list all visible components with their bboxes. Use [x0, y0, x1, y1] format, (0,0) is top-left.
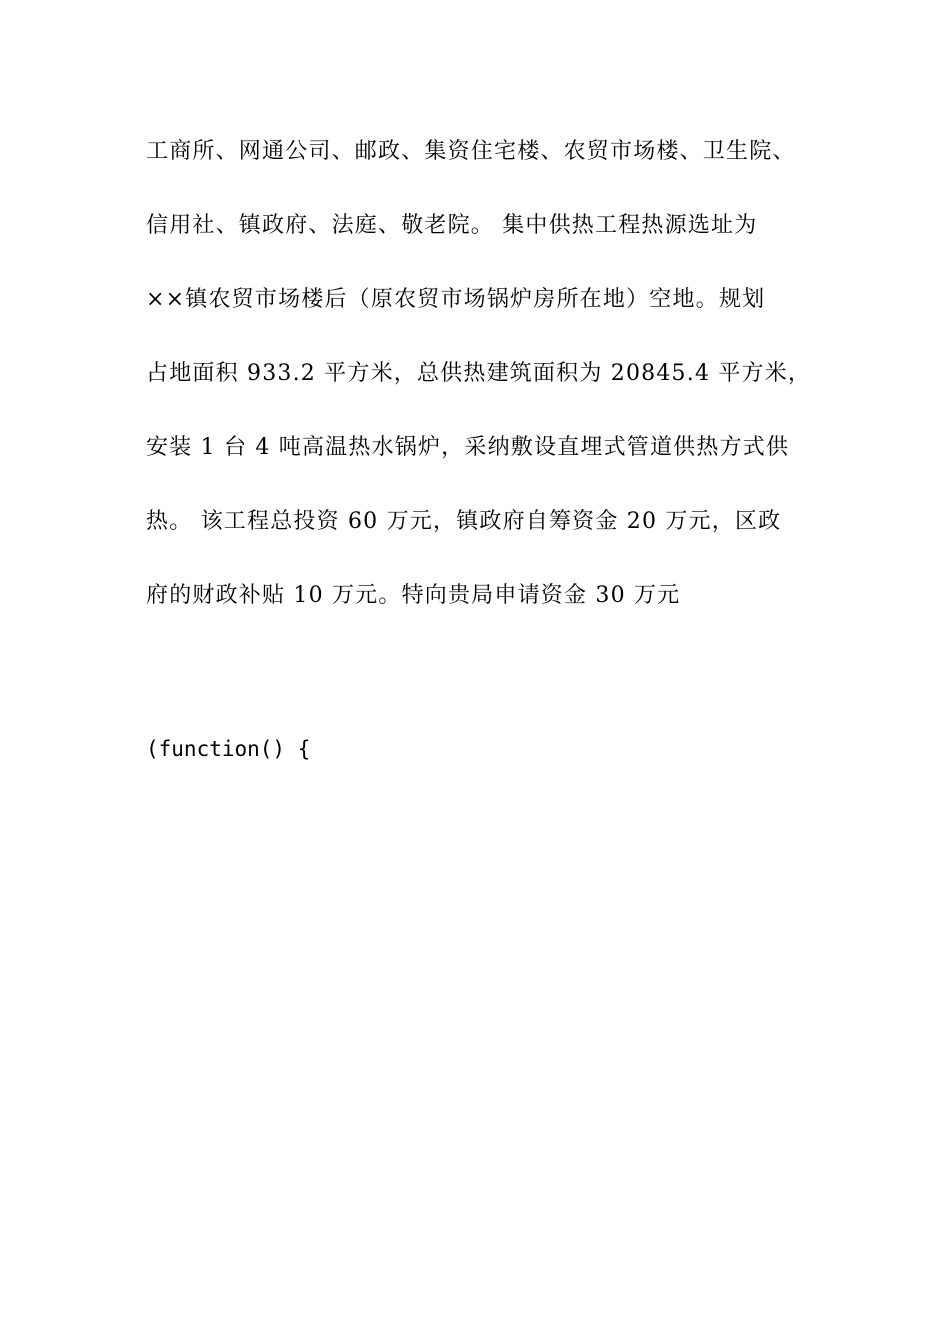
- text-line-7: 府的财政补贴 10 万元。特向贵局申请资金 30 万元: [146, 583, 681, 608]
- text-line-6: 热。 该工程总投资 60 万元，镇政府自筹资金 20 万元，区政: [146, 509, 782, 534]
- code-fragment: (function() {: [146, 737, 311, 761]
- text-line-1: 工商所、网通公司、邮政、集资住宅楼、农贸市场楼、卫生院、: [146, 139, 796, 164]
- text-line-5: 安装 1 台 4 吨高温热水锅炉，采纳敷设直埋式管道供热方式供: [146, 435, 790, 460]
- text-line-3: ××镇农贸市场楼后（原农贸市场锅炉房所在地）空地。规划: [146, 287, 766, 312]
- text-line-2: 信用社、镇政府、法庭、敬老院。 集中供热工程热源选址为: [146, 213, 758, 238]
- document-body: [146, 130, 836, 648]
- text-line-4: 占地面积 933.2 平方米，总供热建筑面积为 20845.4 平方米，: [146, 361, 812, 386]
